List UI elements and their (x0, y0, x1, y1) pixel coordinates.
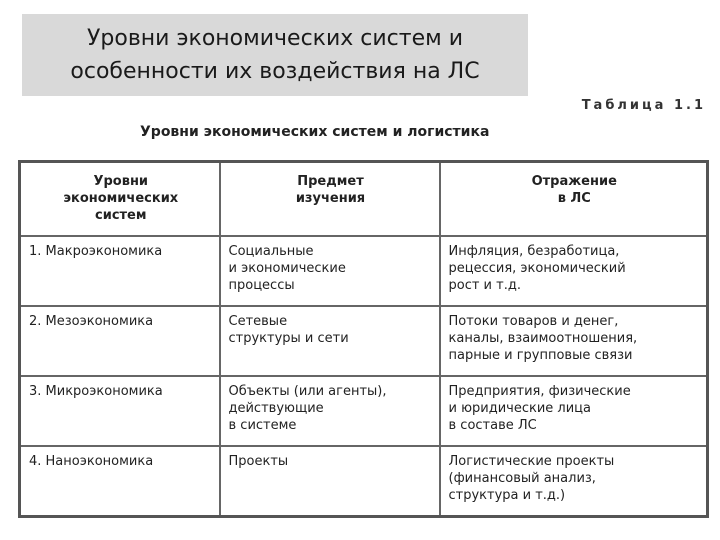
cell-reflection: Потоки товаров и денег, каналы, взаимоотношения, парные и групповые связи (440, 306, 708, 376)
slide-title-box (22, 14, 528, 96)
slide-title-line-2: особенности их воздействия на ЛС (70, 59, 480, 84)
table-row (20, 376, 708, 446)
table-row (20, 446, 708, 517)
cell-level: 3. Микроэкономика (20, 376, 220, 446)
cell-reflection: Предприятия, физические и юридические лица в составе ЛС (440, 376, 708, 446)
cell-level: 4. Наноэкономика (20, 446, 220, 517)
table-number-label: Таблица 1.1 (581, 98, 706, 113)
cell-level: 1. Макроэкономика (20, 236, 220, 306)
cell-subject: Проекты (220, 446, 440, 517)
table-caption: Уровни экономических систем и логистика (140, 124, 490, 140)
table-header-row (20, 162, 708, 237)
header-levels: Уровни экономических систем (20, 162, 220, 237)
cell-subject: Объекты (или агенты), действующие в системе (220, 376, 440, 446)
table-row (20, 236, 708, 306)
cell-reflection: Логистические проекты (финансовый анализ, структура и т.д.) (440, 446, 708, 517)
table-row (20, 306, 708, 376)
economic-levels-table (18, 160, 709, 518)
cell-reflection: Инфляция, безработица, рецессия, экономический рост и т.д. (440, 236, 708, 306)
header-reflection: Отражение в ЛС (440, 162, 708, 237)
slide-title-line-1: Уровни экономических систем и (87, 26, 463, 51)
cell-subject: Сетевые структуры и сети (220, 306, 440, 376)
cell-subject: Социальные и экономические процессы (220, 236, 440, 306)
header-subject: Предмет изучения (220, 162, 440, 237)
cell-level: 2. Мезоэкономика (20, 306, 220, 376)
